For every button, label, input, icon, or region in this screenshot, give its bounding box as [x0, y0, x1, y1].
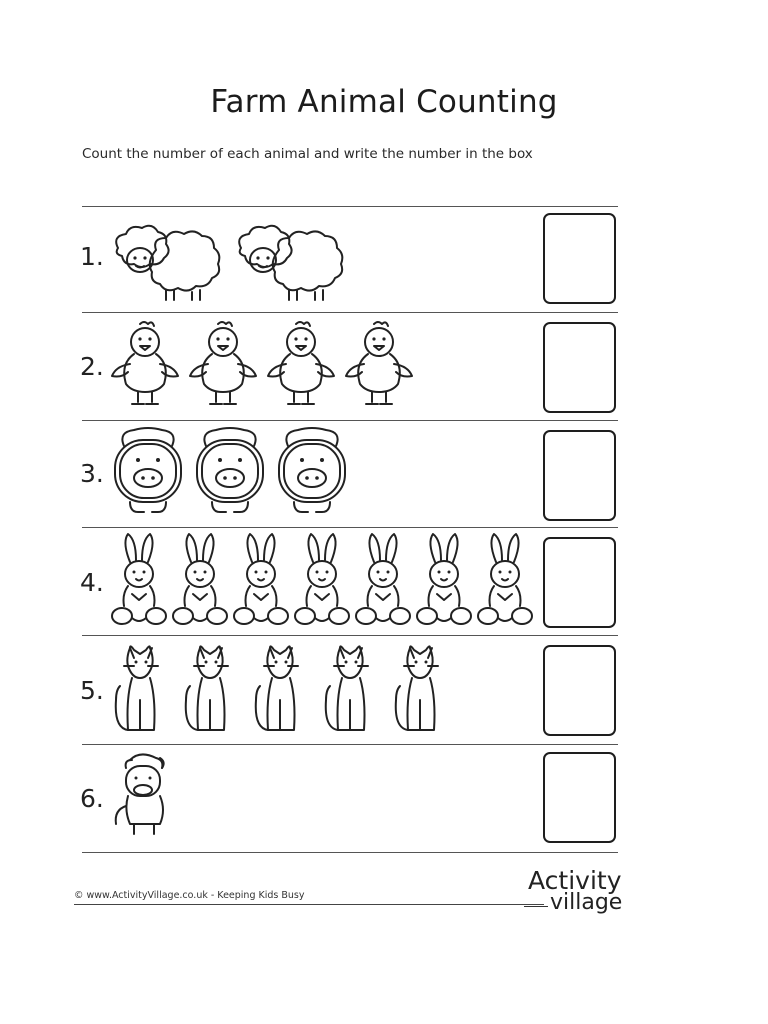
- row-divider: [82, 635, 618, 636]
- cat-icon: [320, 640, 382, 742]
- instructions: Count the number of each animal and write the number in the box: [82, 146, 533, 162]
- page-title: Farm Animal Counting: [210, 84, 558, 120]
- logo-line-2: village: [550, 890, 623, 915]
- row-divider: [82, 744, 618, 745]
- animal-group: [110, 750, 540, 850]
- row-number: 4.: [80, 568, 104, 597]
- row-number: 6.: [80, 784, 104, 813]
- animal-group: [110, 640, 540, 740]
- answer-box[interactable]: [543, 537, 616, 628]
- rabbit-icon: [354, 532, 412, 632]
- animal-group: [110, 426, 540, 526]
- logo-line-1: Activity: [528, 866, 622, 895]
- row-number: 2.: [80, 352, 104, 381]
- cat-icon: [390, 640, 452, 742]
- cat-icon: [110, 640, 172, 742]
- row-number: 3.: [80, 459, 104, 488]
- rabbit-icon: [293, 532, 351, 632]
- answer-box[interactable]: [543, 322, 616, 413]
- pig-icon: [274, 426, 350, 522]
- activity-village-logo: [524, 866, 634, 918]
- row-divider: [82, 206, 618, 207]
- pig-icon: [110, 426, 186, 522]
- row-divider: [82, 852, 618, 853]
- rabbit-icon: [110, 532, 168, 632]
- answer-box[interactable]: [543, 213, 616, 304]
- row-number: 1.: [80, 242, 104, 271]
- answer-box[interactable]: [543, 752, 616, 843]
- chick-icon: [266, 318, 336, 412]
- chick-icon: [188, 318, 258, 412]
- animal-group: [110, 220, 540, 320]
- horse-icon: [110, 750, 170, 844]
- footer-divider: [74, 904, 544, 905]
- rabbit-icon: [232, 532, 290, 632]
- row-number: 5.: [80, 676, 104, 705]
- rabbit-icon: [415, 532, 473, 632]
- row-divider: [82, 420, 618, 421]
- rabbit-icon: [171, 532, 229, 632]
- sheep-icon: [110, 220, 225, 309]
- cat-icon: [180, 640, 242, 742]
- footer-copyright: © www.ActivityVillage.co.uk - Keeping Kids Busy: [74, 890, 305, 901]
- rabbit-icon: [476, 532, 534, 632]
- answer-box[interactable]: [543, 645, 616, 736]
- sheep-icon: [233, 220, 348, 309]
- chick-icon: [344, 318, 414, 412]
- row-divider: [82, 527, 618, 528]
- cat-icon: [250, 640, 312, 742]
- pig-icon: [192, 426, 268, 522]
- chick-icon: [110, 318, 180, 412]
- logo-dash: [524, 906, 548, 907]
- animal-group: [110, 532, 540, 632]
- animal-group: [110, 318, 540, 418]
- answer-box[interactable]: [543, 430, 616, 521]
